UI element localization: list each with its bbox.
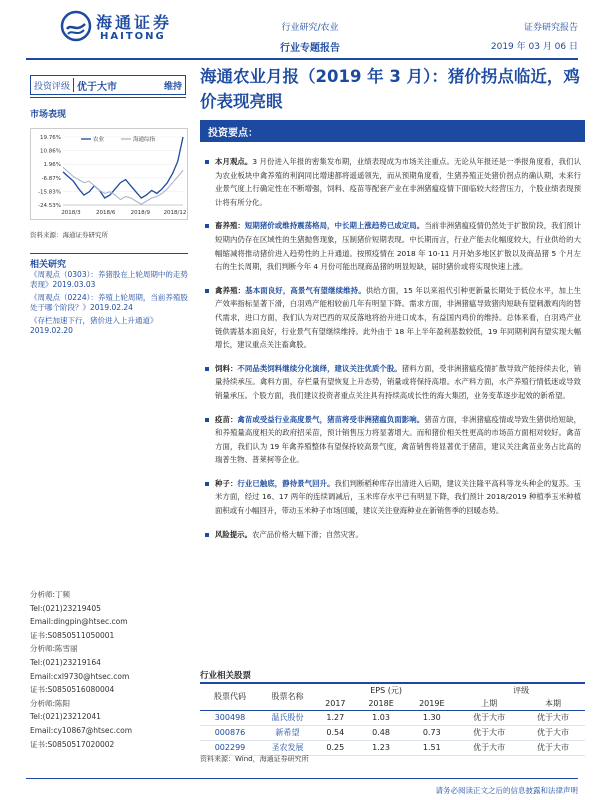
col-code: 股票代码 <box>200 684 260 710</box>
analyst-line: 证书:S0850516080004 <box>30 685 115 695</box>
rating-prev: 优于大市 <box>457 740 521 755</box>
related-item[interactable]: 《周观点（0224）：养殖上轮周期，当前养殖股处于哪个阶段？》2019.02.24 <box>30 293 188 312</box>
bullet-marker-icon <box>205 160 209 164</box>
bullet-text: 3 月份进入年报的密集发布期，业绩表现成为市场关注重点。无论从年报还是一季报角度看，我们认为农业板块中禽养殖的利润同比增速都将遥遥领先，而从预期角度看，生猪养殖正处猪价拐点的确认期，未来行业景气度上行确定性在不断增强，饲料、疫苗等配套产业在非洲猪瘟疫情下面临较大经营压力，个股业绩表现预计将有所分化。 <box>215 157 581 207</box>
company-logo <box>60 8 173 46</box>
stock-name: 新希望 <box>260 725 315 740</box>
y-tick-label: 1.96% <box>43 162 61 169</box>
col-year: 2018E <box>356 697 407 710</box>
analyst-email[interactable]: Email:dingpin@htsec.com <box>30 617 128 627</box>
stock-code: 002299 <box>200 740 260 755</box>
bullet-item <box>203 284 581 352</box>
bullet-item <box>203 219 581 273</box>
table-row <box>200 740 585 755</box>
analyst-line: 分析师:陈雪丽 <box>30 644 78 654</box>
x-tick-label: 2018/9 <box>130 210 151 216</box>
col-curr: 本期 <box>521 697 585 710</box>
col-year: 2019E <box>406 697 457 710</box>
related-heading: 相关研究 <box>30 260 67 270</box>
bullet-marker-icon <box>205 482 209 486</box>
header-right <box>491 20 578 52</box>
rating-underline <box>30 97 186 100</box>
report-date: 2019 年 03 月 06 日 <box>490 42 578 52</box>
haitong-logo-icon <box>60 10 92 42</box>
rating-action: 维持 <box>163 81 182 92</box>
table-row <box>200 710 585 725</box>
analyst-line: 证书:S0850517020002 <box>30 739 115 749</box>
bullet-item <box>203 477 581 518</box>
market-heading: 市场表现 <box>30 110 67 120</box>
related-item[interactable]: 《存栏加速下行，猪价进入上升通道》2019.02.20 <box>30 316 158 335</box>
report-category: 行业研究/农业 <box>281 23 339 33</box>
table-row <box>200 725 585 740</box>
rating-label: 投资评级 <box>34 81 71 92</box>
eps-value: 1.03 <box>356 710 407 725</box>
y-tick-label: -6.87% <box>41 175 61 182</box>
logo-chinese: 海通证券 <box>96 13 173 32</box>
series-line-agriculture <box>63 137 183 198</box>
key-points-label: 投资要点： <box>208 128 258 139</box>
report-label: 证券研究报告 <box>523 23 578 33</box>
bullet-lead: 畜养殖： <box>215 221 245 231</box>
market-chart <box>30 128 188 220</box>
logo-english: HAITONG <box>100 31 166 42</box>
eps-value: 1.30 <box>406 710 457 725</box>
bullet-marker-icon <box>205 289 209 293</box>
legend-label: 农业 <box>93 137 105 143</box>
bullet-lead: 饲料： <box>215 363 238 373</box>
eps-value: 0.54 <box>315 725 356 740</box>
eps-value: 0.25 <box>315 740 356 755</box>
stock-code: 300498 <box>200 710 260 725</box>
analyst-line: Tel:(021)23219405 <box>30 603 101 613</box>
bullet-lead: 种子： <box>215 478 238 488</box>
report-title: 海通农业月报（2019 年 3 月）：猪价拐点临近，鸡价表现亮眼 <box>200 67 580 111</box>
chart-source: 资料来源：海通证券研究所 <box>30 231 108 239</box>
x-tick-label: 2018/6 <box>95 210 116 216</box>
eps-value: 0.48 <box>356 725 407 740</box>
bullet-lead: 禽养殖： <box>215 285 246 295</box>
bullet-text: 当前非洲猪瘟疫情仍然处于扩散阶段，我们预计短期内仍存在区域性的生猪抛售现象，压制猪价短期表现。中长期而言，行业产能去化幅度较大，行业供给的大幅缩减将推动猪价进入趋势性的上升通道。按照疫情在 2018 年 10-11 月开始多地区扩散以及商品猪 5 个月左右的生长周期，我们判断今年 4 月份可能出现商品猪的明显短缺，届时猪价或将实现快速上涨。 <box>215 221 581 272</box>
col-prev: 上期 <box>457 697 521 710</box>
bullet-lead: 风险提示。 <box>215 529 252 539</box>
eps-value: 0.73 <box>406 725 457 740</box>
col-rating: 评级 <box>513 686 530 695</box>
related-item[interactable]: 《周观点（0303）：养猪股在上轮周期中的走势表现》2019.03.03 <box>30 270 188 289</box>
analyst-line: 证书:S0850511050001 <box>30 630 115 640</box>
eps-value: 1.27 <box>315 710 356 725</box>
analyst-email[interactable]: Email:cxl9730@htsec.com <box>30 671 130 681</box>
investment-rating <box>30 75 186 95</box>
col-year: 2017 <box>315 697 356 710</box>
analyst-email[interactable]: Email:cy10867@htsec.com <box>30 725 132 735</box>
stock-code: 000876 <box>200 725 260 740</box>
bullet-text: 农产品价格大幅下滑；自然灾害。 <box>251 529 363 539</box>
analyst-line: 分析师:丁频 <box>30 590 71 599</box>
rating-curr: 优于大市 <box>521 725 585 740</box>
bullet-text: 猪料方面，受非洲猪瘟疫情扩散导致产能持续去化，销量持续承压。禽料方面，存栏量有望恢复上升态势，销量或将保持高增。水产料方面，水产养殖行情低迷或导致销量承压。个股方面，我们建议投资者重点关注具有持续高成长性的海大集团，业务变革逐步起效的新希望。 <box>215 363 581 400</box>
y-tick-label: -15.83% <box>38 189 61 196</box>
footer-disclaimer: 请务必阅读正文之后的信息披露和法律声明 <box>435 786 578 795</box>
analyst-line: Tel:(021)23219164 <box>30 657 101 667</box>
col-name: 股票名称 <box>260 684 315 710</box>
stock-name: 圣农发展 <box>260 740 315 755</box>
eps-value: 1.23 <box>356 740 407 755</box>
analyst-list <box>30 588 190 751</box>
y-tick-label: 10.86% <box>40 148 61 155</box>
bullet-item <box>203 362 581 403</box>
analyst-line: Tel:(021)23212041 <box>30 712 101 722</box>
y-tick-label: 19.76% <box>40 135 61 141</box>
bullet-marker-icon <box>205 367 209 371</box>
bullet-item <box>203 528 581 542</box>
key-points-list <box>203 155 581 541</box>
bullet-highlight: 行业已触底，静待景气回升。 <box>237 478 335 488</box>
stock-name: 温氏股份 <box>260 710 315 725</box>
bullet-item <box>203 155 581 209</box>
analyst-line: 分析师:陈阳 <box>30 698 71 708</box>
footer-divider <box>26 778 578 779</box>
bullet-text: 供给方面，15 年以来祖代引种更新量长期处于低位水平，加上生产效率指标显著下滑，白羽鸡产能相较前几年有明显下降。需求方面，非洲猪瘟导致猪肉短缺有望刺激鸡肉的替代需求，进口方面，我们认为对巴西的双反落地将抬升进口成本，有益国内鸡价的维持。总体来看，白羽鸡产业链供需基本面良好，行业景气有望继续维持。此外由于 18 年上半年盈利基数较低，19 年同期利润有望实现大幅增长，建议重点关注畜禽股。 <box>215 285 581 350</box>
bullet-text: 我们判断稻种库存出清进入后期，建议关注隆平高科等龙头种企的复苏。玉米方面，经过 16、17 两年的连续调减后，玉米库存水平已有明显下降，我们预计 2018/2019 种植季玉米种植面积或有小幅回升，带动玉米种子市场回暖，建议关注登海种业在新销售季的回暖态势。 <box>215 478 581 516</box>
rating-prev: 优于大市 <box>457 710 521 725</box>
rating-value: 优于大市 <box>77 81 118 93</box>
bullet-highlight: 禽苗或受益行业高度景气，猪苗将受非洲猪瘟负面影响。 <box>237 414 425 424</box>
rating-prev: 优于大市 <box>457 725 521 740</box>
y-tick-label: -24.53% <box>38 203 61 209</box>
x-tick-label: 2018/12 <box>163 210 187 216</box>
eps-value: 1.51 <box>406 740 457 755</box>
bullet-marker-icon <box>205 533 209 537</box>
related-list <box>30 270 190 339</box>
table-source: 资料来源：Wind，海通证券研究所 <box>200 755 309 763</box>
bullet-lead: 本月观点。 <box>215 157 253 166</box>
rating-curr: 优于大市 <box>521 740 585 755</box>
bullet-highlight: 基本面良好，高景气有望继续维持。 <box>245 285 366 295</box>
header-center <box>240 20 380 54</box>
header-divider <box>26 58 578 60</box>
col-eps: EPS (元) <box>370 686 402 695</box>
bullet-lead: 疫苗： <box>215 414 238 424</box>
bullet-highlight: 短期猪价或维持震荡格局，中长期上涨趋势已成定局。 <box>244 221 425 231</box>
bullet-marker-icon <box>205 418 209 422</box>
bullet-text: 猪苗方面，非洲猪瘟疫情或导致生猪供给短缺，和养殖量高度相关的政府招采苗，预计销售压力将显著增大。而和猪价相关性更高的市场苗方面相对较好。禽苗方面，我们认为 19 年禽养殖整体有望保持较高景气度，禽苗销售将显著优于猪苗，建议关注禽苗业务占比高的瑞普生物、普莱柯等企业。 <box>215 414 581 465</box>
legend-label: 海通综指 <box>133 137 156 143</box>
x-tick-label: 2018/3 <box>61 210 81 216</box>
table-title: 行业相关股票 <box>200 671 252 681</box>
bullet-marker-icon <box>205 224 209 228</box>
report-type: 行业专题报告 <box>280 43 340 54</box>
stock-table <box>200 684 585 756</box>
bullet-item <box>203 413 581 467</box>
bullet-highlight: 不同品类饲料继续分化演绎，建议关注优质个股。 <box>237 363 402 373</box>
related-divider <box>30 253 188 254</box>
market-chart-svg <box>31 129 189 221</box>
rating-curr: 优于大市 <box>521 710 585 725</box>
